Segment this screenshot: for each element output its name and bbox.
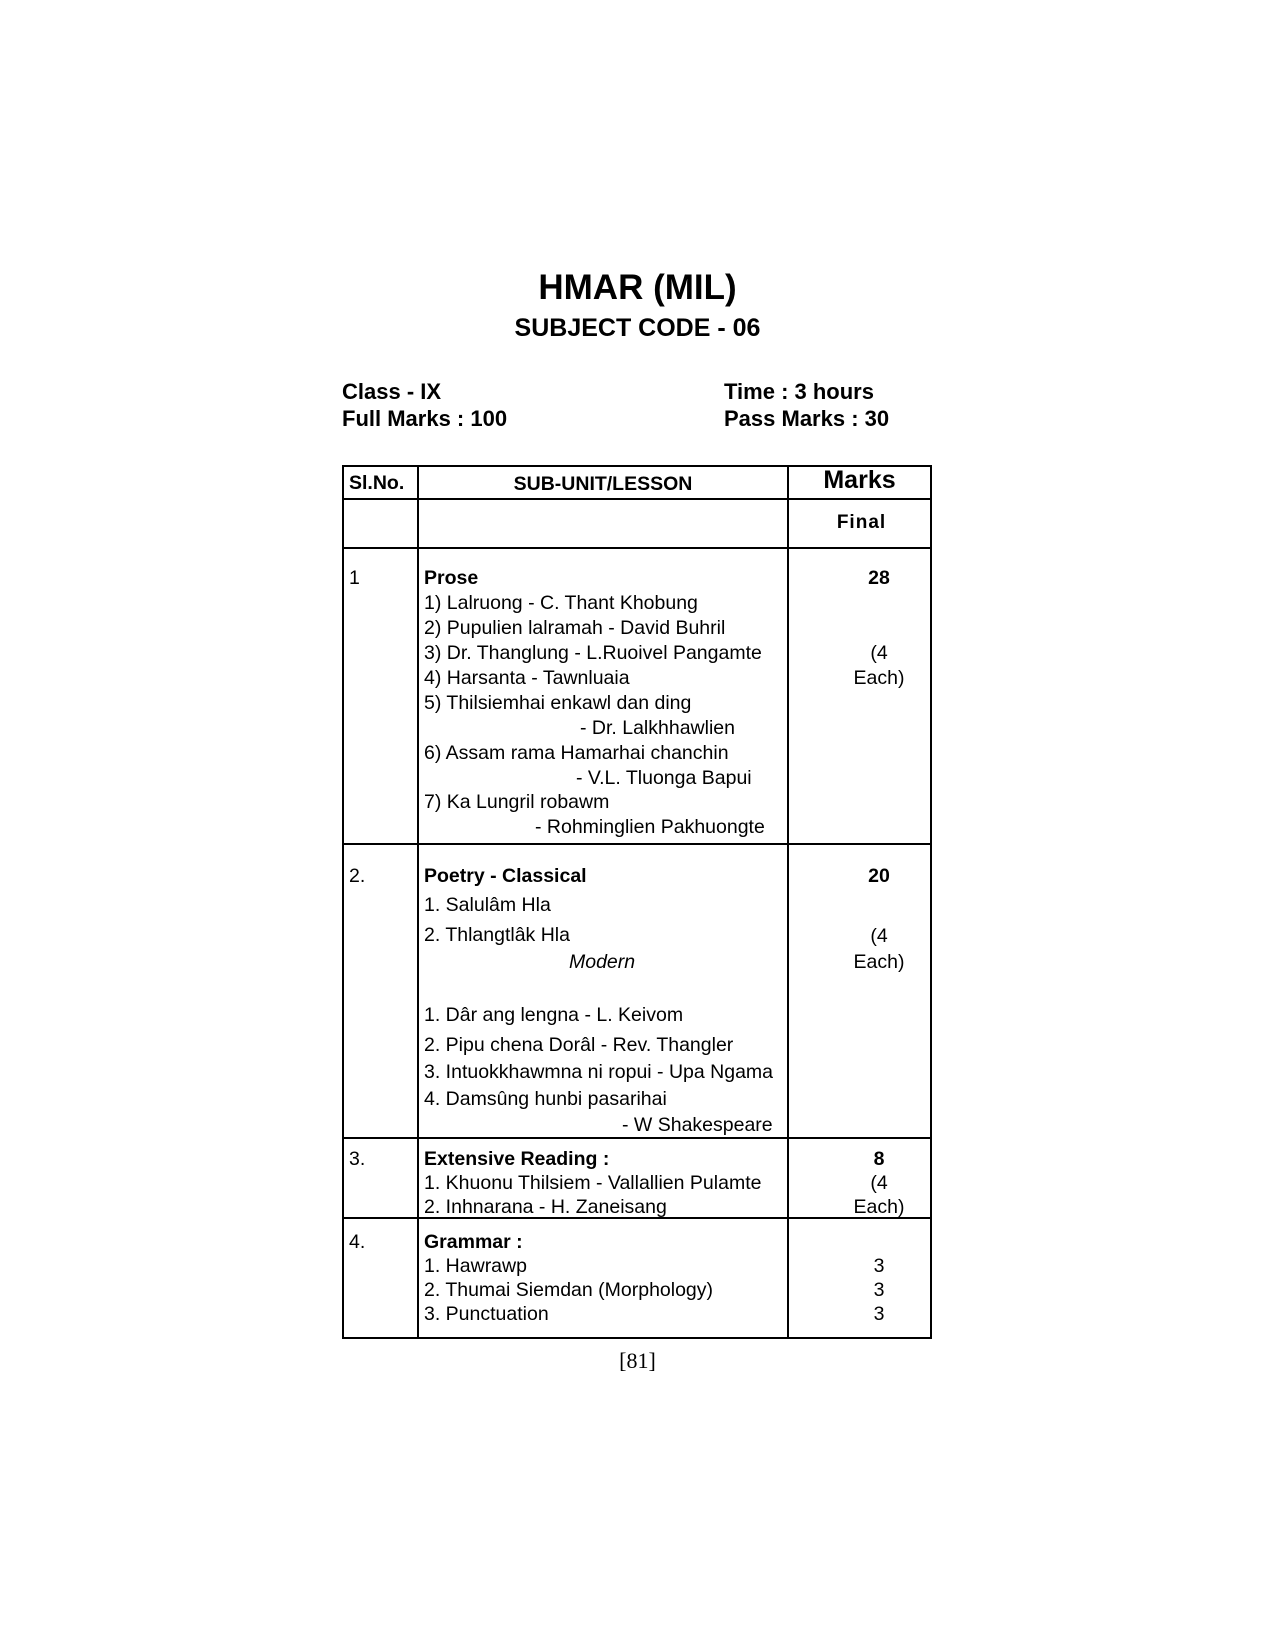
class-label: Class - IX — [342, 379, 442, 404]
section-3-each: Each) — [853, 1196, 905, 1218]
subsection-modern: Modern — [569, 951, 636, 973]
row-divider — [344, 843, 930, 845]
lesson-item: 6) Assam rama Hamarhai chanchin — [424, 742, 729, 764]
grammar-marks: 3 — [873, 1255, 885, 1277]
lesson-item: 4) Harsanta - Tawnluaia — [424, 667, 630, 689]
section-2-marks: 20 — [868, 865, 890, 887]
lesson-item: 1. Dâr ang lengna - L. Keivom — [424, 1004, 684, 1026]
lesson-item: 2. Inhnarana - H. Zaneisang — [424, 1196, 667, 1218]
lesson-item: 2) Pupulien lalramah - David Buhril — [424, 617, 726, 639]
grammar-marks: 3 — [873, 1279, 885, 1301]
lesson-item: 1. Hawrawp — [424, 1255, 527, 1277]
section-3-title: Extensive Reading : — [424, 1148, 610, 1170]
section-1-title: Prose — [424, 567, 479, 589]
lesson-item: 2. Thlangtlâk Hla — [424, 924, 570, 946]
time-label: Time : 3 hours — [724, 379, 874, 404]
section-1-each: (4 — [870, 642, 888, 664]
header-lesson: SUB-UNIT/LESSON — [513, 473, 693, 495]
page-title: HMAR (MIL) — [538, 268, 737, 307]
lesson-item: 3. Intuokkhawmna ni ropui - Upa Ngama — [424, 1061, 774, 1083]
section-3-slno: 3. — [349, 1148, 366, 1170]
row-divider — [344, 1137, 930, 1139]
lesson-item: 1. Khuonu Thilsiem - Vallallien Pulamte — [424, 1172, 762, 1194]
subject-code: SUBJECT CODE - 06 — [514, 314, 761, 342]
section-2-each: (4 — [870, 925, 888, 947]
section-4-title: Grammar : — [424, 1231, 523, 1253]
column-divider — [417, 467, 419, 1337]
lesson-item: 5) Thilsiemhai enkawl dan ding — [424, 692, 692, 714]
section-3-each: (4 — [870, 1172, 888, 1194]
lesson-author: - Rohminglien Pakhuongte — [535, 816, 765, 838]
page-number: [81] — [619, 1348, 656, 1373]
lesson-author: - W Shakespeare — [622, 1114, 773, 1136]
section-3-marks: 8 — [873, 1148, 885, 1170]
column-divider — [787, 467, 789, 1337]
lesson-author: - Dr. Lalkhhawlien — [580, 717, 735, 739]
section-2-slno: 2. — [349, 865, 366, 887]
header-final: Final — [836, 512, 887, 533]
row-divider — [344, 547, 930, 549]
lesson-item: 2. Thumai Siemdan (Morphology) — [424, 1279, 714, 1301]
full-marks-label: Full Marks : 100 — [342, 406, 508, 431]
section-1-slno: 1 — [349, 567, 360, 589]
section-2-each: Each) — [853, 951, 905, 973]
section-1-marks: 28 — [868, 567, 890, 589]
lesson-item: 4. Damsûng hunbi pasarihai — [424, 1088, 667, 1110]
lesson-item: 1) Lalruong - C. Thant Khobung — [424, 592, 698, 614]
lesson-item: 3) Dr. Thanglung - L.Ruoivel Pangamte — [424, 642, 762, 664]
section-2-title: Poetry - Classical — [424, 865, 587, 887]
row-divider — [344, 498, 930, 500]
grammar-marks: 3 — [873, 1303, 885, 1325]
lesson-author: - V.L. Tluonga Bapui — [576, 767, 752, 789]
pass-marks-label: Pass Marks : 30 — [724, 406, 890, 431]
lesson-item: 2. Pipu chena Dorâl - Rev. Thangler — [424, 1034, 734, 1056]
lesson-item: 1. Salulâm Hla — [424, 894, 551, 916]
section-4-slno: 4. — [349, 1231, 366, 1253]
header-slno: Sl.No. — [349, 472, 405, 494]
marks-table — [342, 465, 932, 1339]
header-marks: Marks — [823, 466, 896, 494]
lesson-item: 7) Ka Lungril robawm — [424, 791, 610, 813]
section-1-each: Each) — [853, 667, 905, 689]
lesson-item: 3. Punctuation — [424, 1303, 549, 1325]
